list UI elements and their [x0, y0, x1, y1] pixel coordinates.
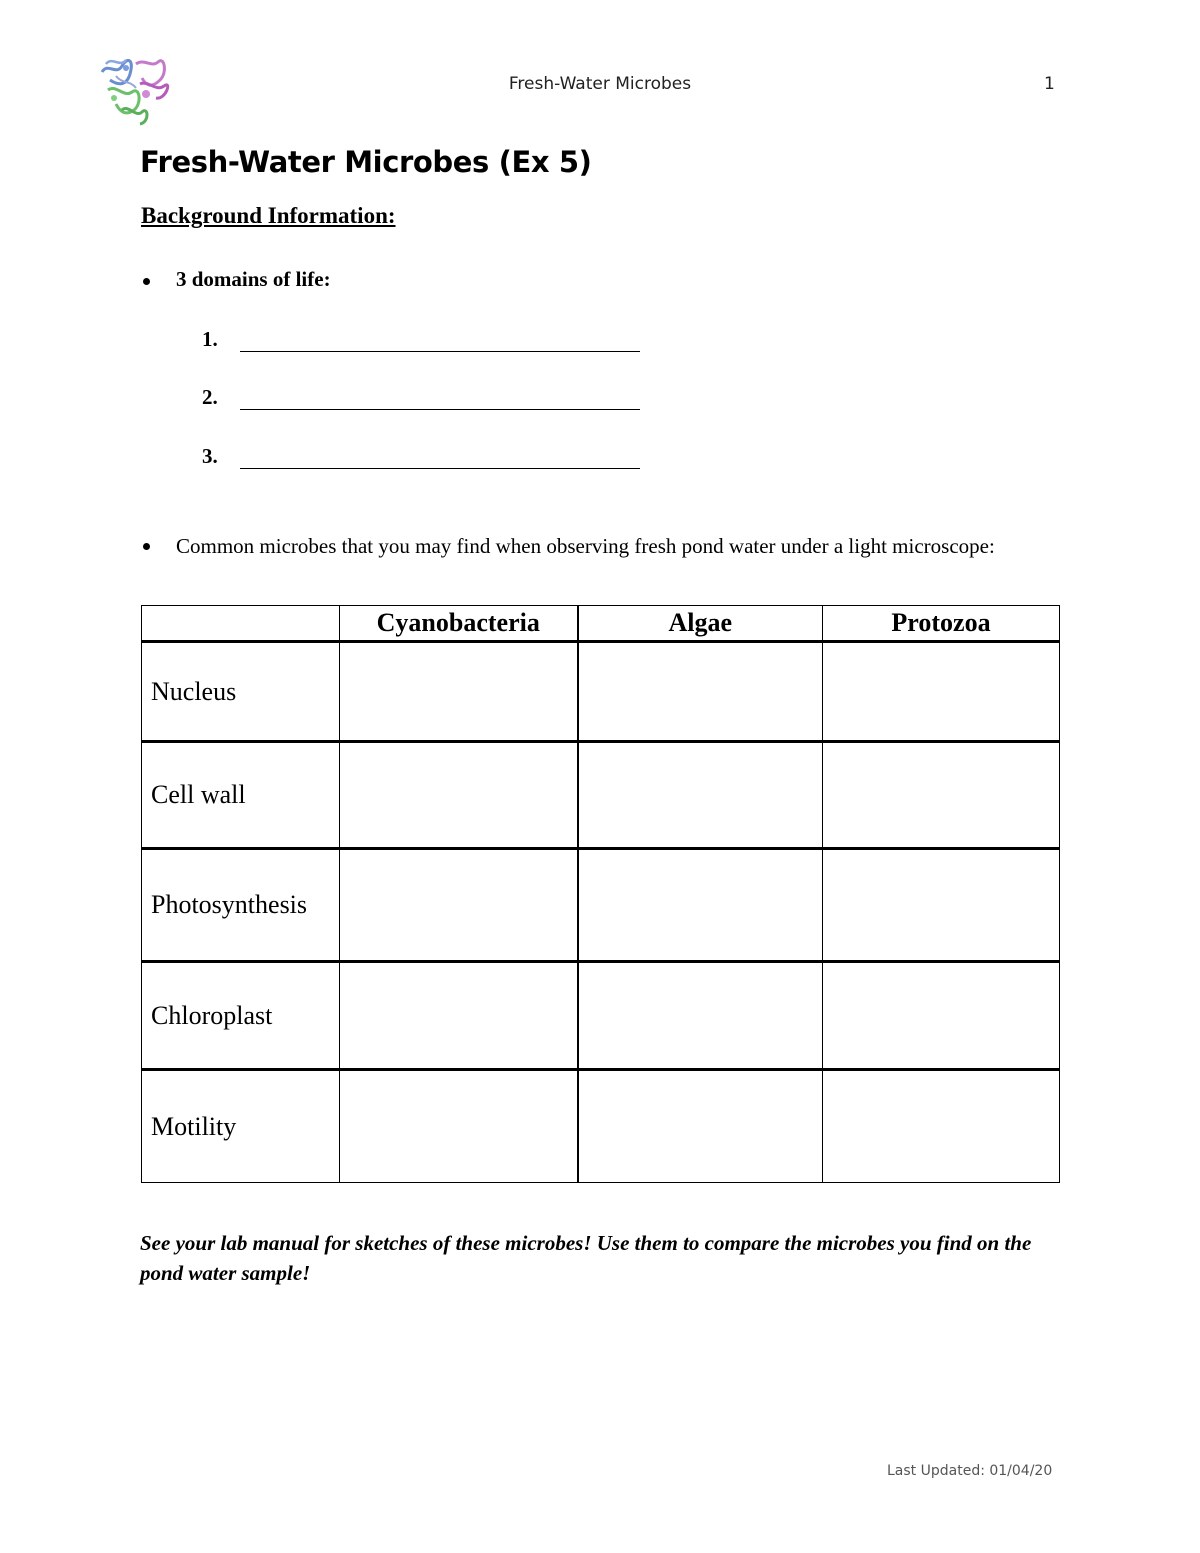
last-updated-footer: Last Updated: 01/04/20 — [887, 1463, 1053, 1479]
lab-manual-note: See your lab manual for sketches of these microbes! Use them to compare the microbes you find on the pond water sample! — [140, 1231, 1032, 1285]
row-label: Nucleus — [142, 642, 340, 742]
row-label: Chloroplast — [142, 962, 340, 1070]
page-title: Fresh-Water Microbes (Ex 5) — [140, 145, 592, 179]
table-row — [142, 1070, 1060, 1183]
table-cell[interactable] — [823, 962, 1060, 1070]
table-cell[interactable] — [578, 849, 823, 962]
table-row — [142, 642, 1060, 742]
table-header-cell: Algae — [578, 606, 823, 642]
table-header-cell: Cyanobacteria — [340, 606, 578, 642]
table-cell[interactable] — [578, 742, 823, 849]
microbe-comparison-table — [141, 605, 1060, 1183]
row-label: Cell wall — [142, 742, 340, 849]
bullet-icon — [143, 543, 150, 550]
table-row — [142, 849, 1060, 962]
answer-blank-line[interactable] — [240, 351, 640, 352]
table-cell[interactable] — [578, 642, 823, 742]
bullet-domains-text: 3 domains of life: — [176, 267, 331, 291]
table-header-cell: Protozoa — [823, 606, 1060, 642]
table-cell[interactable] — [823, 849, 1060, 962]
header-title: Fresh-Water Microbes — [508, 74, 692, 94]
table-header-cell — [142, 606, 340, 642]
page-number: 1 — [1044, 74, 1055, 94]
table-cell[interactable] — [823, 1070, 1060, 1183]
table-cell[interactable] — [340, 849, 578, 962]
table-cell[interactable] — [578, 1070, 823, 1183]
table-cell[interactable] — [340, 642, 578, 742]
answer-blank-line[interactable] — [240, 468, 640, 469]
table-cell[interactable] — [578, 962, 823, 1070]
table-header-row — [142, 606, 1060, 642]
bullet-microbes-text: Common microbes that you may find when observing fresh pond water under a light microscope: — [176, 534, 995, 558]
bullet-icon — [143, 278, 150, 285]
row-label: Photosynthesis — [142, 849, 340, 962]
table-cell[interactable] — [340, 1070, 578, 1183]
row-label: Motility — [142, 1070, 340, 1183]
table-cell[interactable] — [823, 642, 1060, 742]
table-row — [142, 962, 1060, 1070]
table-cell[interactable] — [340, 742, 578, 849]
table-row — [142, 742, 1060, 849]
item-number: 2. — [202, 385, 218, 409]
answer-blank-line[interactable] — [240, 409, 640, 410]
table-cell[interactable] — [340, 962, 578, 1070]
item-number: 1. — [202, 327, 218, 351]
table-cell[interactable] — [823, 742, 1060, 849]
section-heading: Background Information: — [141, 203, 396, 228]
item-number: 3. — [202, 444, 218, 468]
